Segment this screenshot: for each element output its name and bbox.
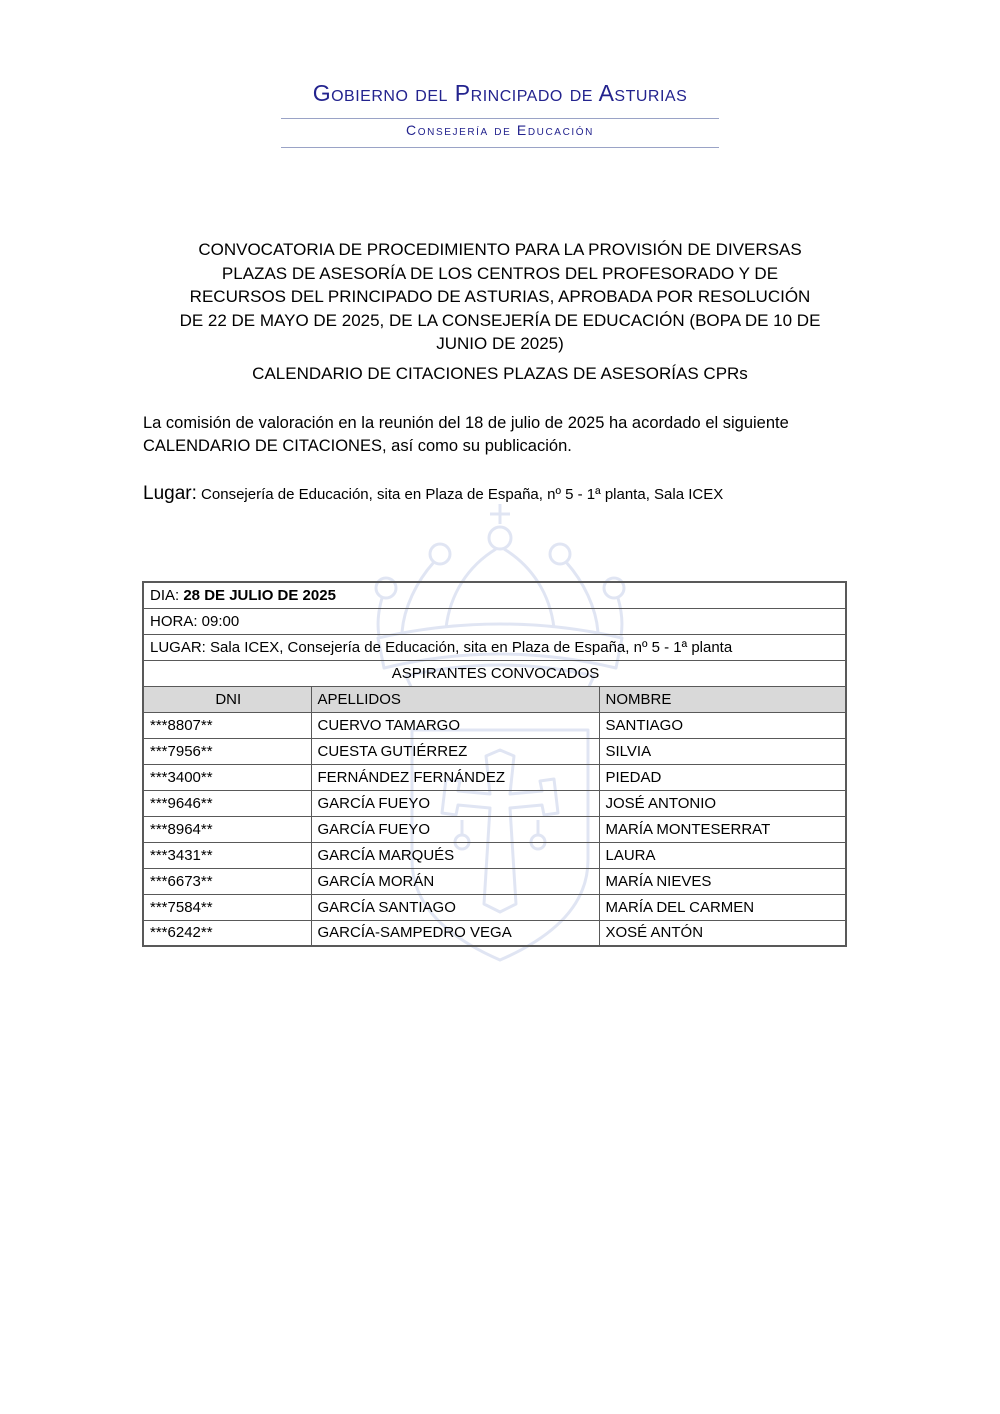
dia-cell [143,582,846,608]
document-subtitle: CALENDARIO DE CITACIONES PLAZAS DE ASESORÍAS CPRs [252,364,748,383]
document-title [140,238,860,356]
dia-label: DIA: [150,586,184,604]
title-line: RECURSOS DEL PRINCIPADO DE ASTURIAS, APROBADA POR RESOLUCIÓN [189,287,811,306]
org-name: Gobierno del Principado de Asturias [312,80,688,106]
table-row [143,816,846,842]
table-row [143,894,846,920]
aspirantes-tbody [143,712,846,946]
dni-cell: ***9646** [143,790,311,816]
nombre-cell: MARÍA NIEVES [599,868,846,894]
letterhead-rule-top [281,118,719,119]
hora-cell: HORA: 09:00 [143,608,846,634]
apellidos-cell: GARCÍA SANTIAGO [311,894,599,920]
title-line: PLAZAS DE ASESORÍA DE LOS CENTROS DEL PROFESORADO Y DE [221,263,779,283]
title-line: DE 22 DE MAYO DE 2025, DE LA CONSEJERÍA DE EDUCACIÓN (BOPA DE 10 DE [179,310,821,330]
title-line: CONVOCATORIA DE PROCEDIMIENTO PARA LA PROVISIÓN DE DIVERSAS [198,240,802,259]
dia-value: 28 DE JULIO DE 2025 [183,586,336,604]
section-title-cell: ASPIRANTES CONVOCADOS [143,660,846,686]
table-row [143,764,846,790]
column-header-dni: DNI [143,686,311,712]
apellidos-cell: GARCÍA MARQUÉS [311,842,599,868]
letterhead-rule-bottom [281,147,719,148]
nombre-cell: SILVIA [599,738,846,764]
nombre-cell: MARÍA DEL CARMEN [599,894,846,920]
nombre-cell: XOSÉ ANTÓN [599,920,846,946]
column-header-nombre: NOMBRE [599,686,846,712]
place-line [143,483,863,505]
table-row [143,842,846,868]
place-label: Lugar: [143,483,197,504]
title-line: JUNIO DE 2025) [436,334,564,353]
place-value: Consejería de Educación, sita en Plaza de España, nº 5 - 1ª planta, Sala ICEX [201,486,724,503]
intro-paragraph [143,412,863,458]
nombre-cell: MARÍA MONTESERRAT [599,816,846,842]
apellidos-cell: GARCÍA FUEYO [311,790,599,816]
dni-cell: ***7584** [143,894,311,920]
dept-name: Consejería de Educación [406,122,594,138]
table-row [143,790,846,816]
nombre-cell: LAURA [599,842,846,868]
apellidos-cell: GARCÍA FUEYO [311,816,599,842]
dni-cell: ***6673** [143,868,311,894]
section-title-row [143,660,846,686]
dni-cell: ***3400** [143,764,311,790]
apellidos-cell: GARCÍA MORÁN [311,868,599,894]
table-row [143,712,846,738]
dni-cell: ***8807** [143,712,311,738]
hora-row [143,608,846,634]
column-header-apellidos: APELLIDOS [311,686,599,712]
intro-line: La comisión de valoración en la reunión del 18 de julio de 2025 ha acordado el siguiente [143,414,789,432]
intro-line: CALENDARIO DE CITACIONES, así como su publicación. [143,437,572,455]
table-row [143,868,846,894]
nombre-cell: JOSÉ ANTONIO [599,790,846,816]
dni-cell: ***3431** [143,842,311,868]
apellidos-cell: FERNÁNDEZ FERNÁNDEZ [311,764,599,790]
nombre-cell: SANTIAGO [599,712,846,738]
column-header-row [143,686,846,712]
dni-cell: ***6242** [143,920,311,946]
nombre-cell: PIEDAD [599,764,846,790]
lugar-cell: LUGAR: Sala ICEX, Consejería de Educación, sita en Plaza de España, nº 5 - 1ª planta [143,634,846,660]
apellidos-cell: GARCÍA-SAMPEDRO VEGA [311,920,599,946]
dia-row [143,582,846,608]
table-row [143,738,846,764]
apellidos-cell: CUESTA GUTIÉRREZ [311,738,599,764]
citation-table [142,581,847,947]
lugar-row [143,634,846,660]
dni-cell: ***7956** [143,738,311,764]
dni-cell: ***8964** [143,816,311,842]
table-row [143,920,846,946]
apellidos-cell: CUERVO TAMARGO [311,712,599,738]
